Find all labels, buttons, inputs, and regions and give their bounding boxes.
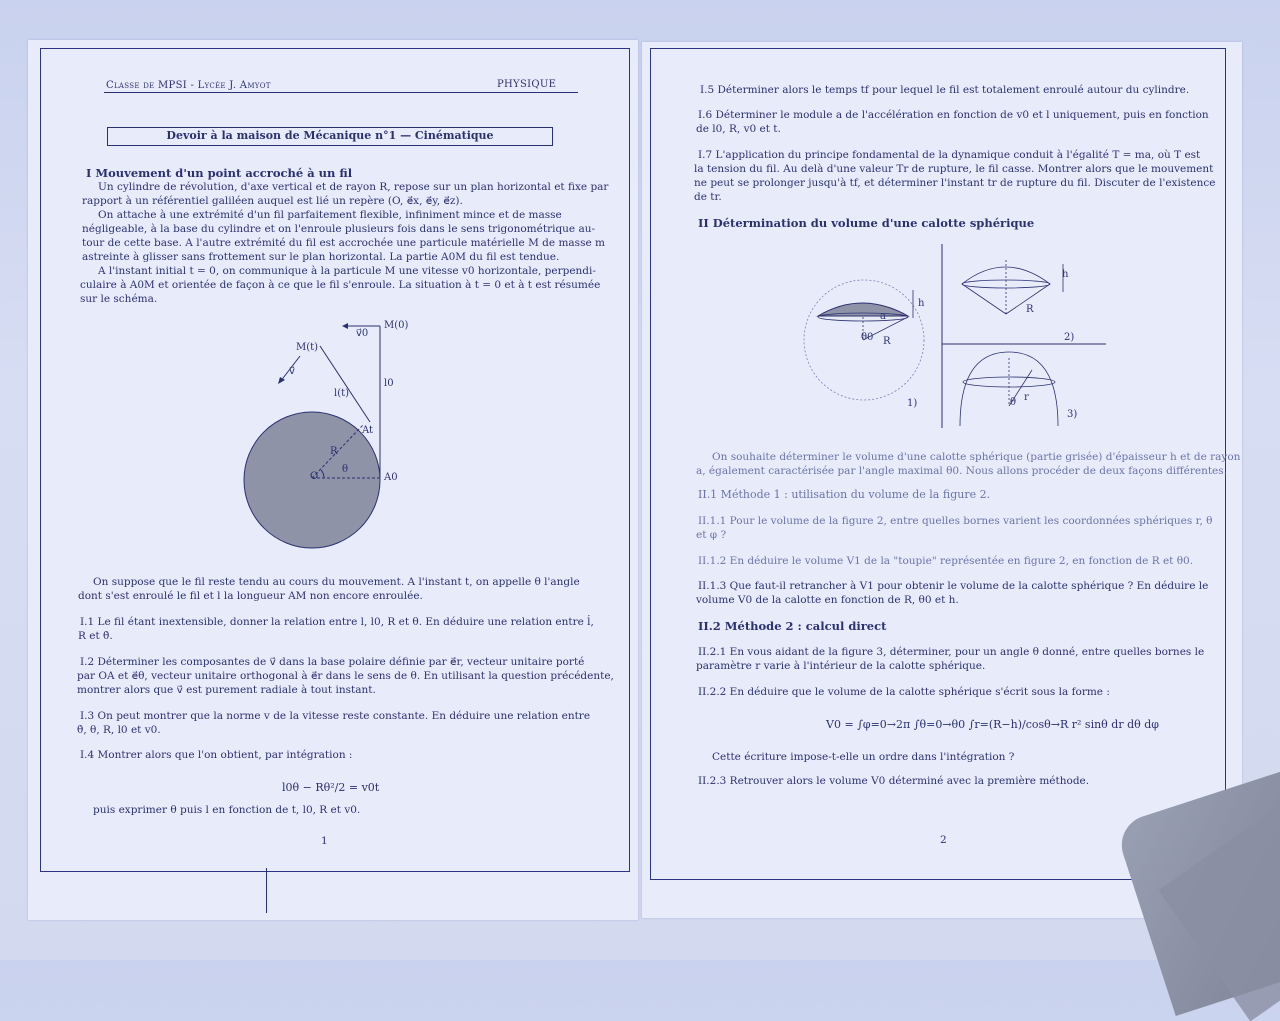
- method1-title: II.1 Méthode 1 : utilisation du volume de la figure 2.: [698, 488, 991, 501]
- q1-3-line-2: θ̇, θ, R, l0 et v0.: [77, 724, 161, 736]
- q1-6-line-1: I.6 Déterminer le module a de l'accélération en fonction de v0 et l uniquement, puis en fonction: [698, 109, 1209, 121]
- q2-1-1-line-2: et φ ?: [696, 529, 727, 541]
- label-o: O: [310, 471, 319, 482]
- q1-7-line-1: I.7 L'application du principe fondamental de la dynamique conduit à l'égalité T = ma, où T est: [698, 149, 1201, 161]
- intro-line-7: A l'instant initial t = 0, on communique à la particule M une vitesse v0 horizontale, perpendi-: [98, 265, 596, 277]
- header-left: Classe de MPSI - Lycée J. Amyot: [106, 80, 271, 91]
- fig-label-2: 2): [1064, 332, 1075, 343]
- string-line: [320, 346, 370, 422]
- q2-2-1-line-2: paramètre r varie à l'intérieur de la calotte sphérique.: [696, 660, 986, 672]
- fig-label-a: a: [880, 311, 886, 322]
- fig-label-theta0: θ0: [861, 332, 874, 343]
- q1-1-line-2: R et θ̇.: [78, 630, 113, 642]
- label-lt: l(t): [334, 388, 350, 399]
- label-v0: v⃗0: [356, 328, 369, 339]
- header-rule: [104, 92, 578, 93]
- fig-label-1: 1): [907, 398, 918, 409]
- label-r: R: [330, 446, 338, 457]
- q1-3-line-1: I.3 On peut montrer que la norme v de la vitesse reste constante. En déduire une relation entre: [80, 710, 591, 722]
- page-title: Devoir à la maison de Mécanique n°1 — Cinématique: [166, 129, 494, 142]
- label-at: At: [362, 425, 374, 436]
- label-l0: l0: [384, 378, 394, 389]
- intro-line-3: On attache à une extrémité d'un fil parfaitement flexible, infiniment mince et de masse: [98, 209, 562, 221]
- q1-6-line-2: de l0, R, v0 et t.: [696, 123, 781, 135]
- q1-7-line-4: de tr.: [694, 191, 722, 203]
- q2-2-3: II.2.3 Retrouver alors le volume V0 déterminé avec la première méthode.: [698, 775, 1090, 787]
- q1-1-line-1: I.1 Le fil étant inextensible, donner la relation entre l, l0, R et θ. En déduire une relation entre l̇,: [80, 616, 594, 628]
- method2-title: II.2 Méthode 2 : calcul direct: [698, 619, 887, 633]
- intro-line-2: rapport à un référentiel galiléen auquel est lié un repère (O, e⃗x, e⃗y, e⃗z).: [82, 195, 463, 207]
- fig-label-h2: h: [1062, 269, 1069, 280]
- intro-line-5: tour de cette base. A l'autre extrémité du fil est accrochée une particule matérielle M de masse m: [82, 237, 605, 249]
- q1-2-line-3: montrer alors que v⃗ est purement radiale à tout instant.: [77, 684, 376, 696]
- label-mt: M(t): [296, 342, 319, 353]
- q1-7-line-2: la tension du fil. Au delà d'une valeur Tr de rupture, le fil casse. Montrer alors que le mouvement: [694, 163, 1214, 175]
- q2-1-3-line-1: II.1.3 Que faut-il retrancher à V1 pour obtenir le volume de la calotte sphérique ? En déduire le: [698, 580, 1209, 592]
- intro-line-9: sur le schéma.: [80, 293, 158, 305]
- after-fig-line-2: dont s'est enroulé le fil et l la longueur AM non encore enroulée.: [78, 590, 423, 602]
- calotte-intro-line-1: On souhaite déterminer le volume d'une calotte sphérique (partie grisée) d'épaisseur h et de rayon: [712, 451, 1241, 463]
- label-a0: A0: [384, 472, 398, 483]
- fig-label-r2: R: [1026, 304, 1034, 315]
- cylinder-string-figure: [240, 312, 440, 572]
- q1-2-line-1: I.2 Déterminer les composantes de v⃗ dans la base polaire définie par e⃗r, vecteur unitaire porté: [80, 656, 585, 668]
- q1-7-line-3: ne peut se prolonger jusqu'à tf, et déterminer l'instant tr de rupture du fil. Discuter de l'existence: [694, 177, 1216, 189]
- calotte-intro-line-2: a, également caractérisée par l'angle maximal θ0. Nous allons procéder de deux façons différentes.: [696, 465, 1227, 477]
- q2-2-2: II.2.2 En déduire que le volume de la calotte sphérique s'écrit sous la forme :: [698, 686, 1110, 698]
- q1-4: I.4 Montrer alors que l'on obtient, par intégration :: [80, 749, 353, 761]
- after-eq1: puis exprimer θ puis l en fonction de t, l0, R et v0.: [93, 804, 361, 816]
- intro-line-1: Un cylindre de révolution, d'axe vertical et de rayon R, repose sur un plan horizontal et fixe par: [98, 181, 609, 193]
- binder-line: [266, 868, 267, 913]
- section2-title: II Détermination du volume d'une calotte sphérique: [698, 216, 1035, 230]
- equation-2-note: Cette écriture impose-t-elle un ordre dans l'intégration ?: [712, 751, 1015, 763]
- fig-label-3: 3): [1067, 409, 1078, 420]
- q1-2-line-2: par OA et e⃗θ, vecteur unitaire orthogonal à e⃗r dans le sens de θ. En utilisant la question précédente,: [77, 670, 614, 682]
- q1-5: I.5 Déterminer alors le temps tf pour lequel le fil est totalement enroulé autour du cylindre.: [700, 84, 1190, 96]
- q2-1-1-line-1: II.1.1 Pour le volume de la figure 2, entre quelles bornes varient les coordonnées sphériques r, θ: [698, 515, 1213, 527]
- fig-label-r3: r: [1024, 392, 1029, 403]
- intro-line-6: astreinte à glisser sans frottement sur le plan horizontal. La partie A0M du fil est tendue.: [82, 251, 560, 263]
- header-right: PHYSIQUE: [497, 79, 557, 90]
- page-number-2: 2: [940, 834, 947, 846]
- q2-1-3-line-2: volume V0 de la calotte en fonction de R, θ0 et h.: [696, 594, 959, 606]
- intro-line-4: négligeable, à la base du cylindre et on l'enroule plusieurs fois dans le sens trigonométrique au-: [82, 223, 596, 235]
- label-m0: M(0): [384, 320, 409, 331]
- equation-2: V0 = ∫φ=0→2π ∫θ=0→θ0 ∫r=(R−h)/cosθ→R r² sinθ dr dθ dφ: [826, 718, 1160, 731]
- fig-label-h1: h: [918, 298, 925, 309]
- q2-2-1-line-1: II.2.1 En vous aidant de la figure 3, déterminer, pour un angle θ donné, entre quelles bornes le: [698, 646, 1205, 658]
- q2-1-2: II.1.2 En déduire le volume V1 de la "toupie" représentée en figure 2, en fonction de R et θ0.: [698, 555, 1194, 567]
- label-theta: θ: [342, 464, 349, 475]
- page-number-1: 1: [321, 835, 328, 847]
- fig-label-theta: θ: [1010, 397, 1017, 408]
- after-fig-line-1: On suppose que le fil reste tendu au cours du mouvement. A l'instant t, on appelle θ l'angle: [93, 576, 580, 588]
- equation-1: l0θ − Rθ²/2 = v0t: [282, 781, 380, 794]
- intro-line-8: culaire à A0M et orientée de façon à ce que le fil s'enroule. La situation à t = 0 et à t est résumée: [80, 279, 601, 291]
- section1-title: I Mouvement d'un point accroché à un fil: [86, 166, 353, 180]
- label-v: v⃗: [289, 366, 295, 377]
- fig-label-r1: R: [883, 336, 891, 347]
